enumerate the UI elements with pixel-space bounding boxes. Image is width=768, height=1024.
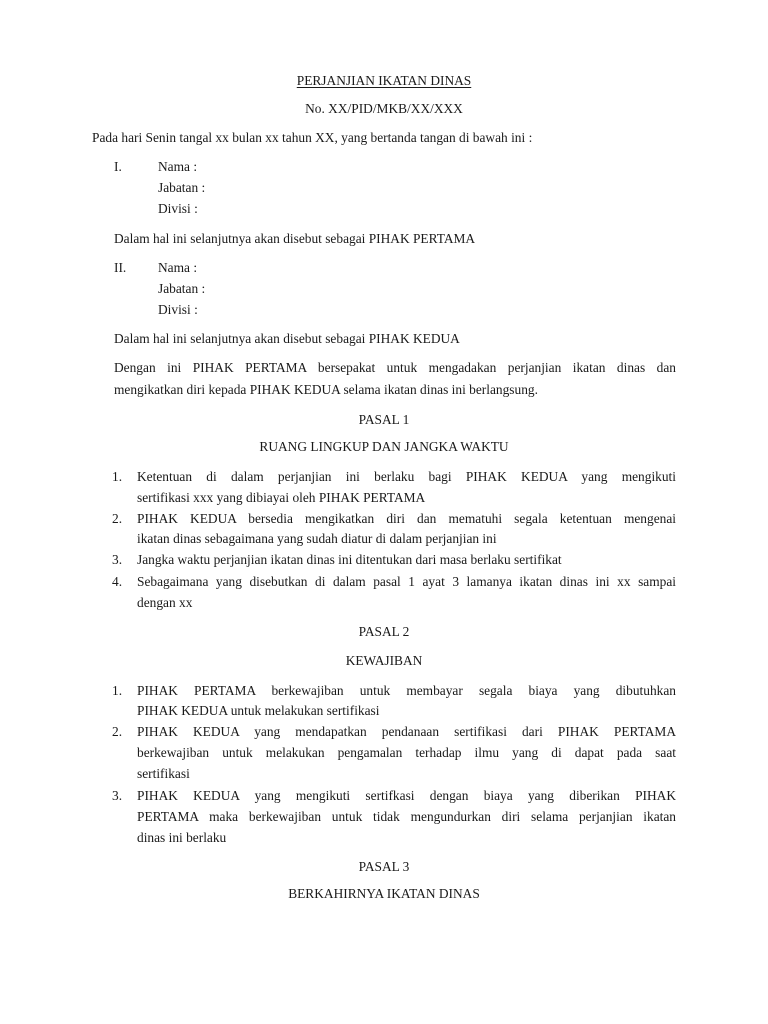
pasal2-item-3-line-1: PIHAK KEDUA yang mengikuti sertifkasi dengan biaya yang diberikan PIHAK xyxy=(137,788,676,803)
intro-paragraph: Pada hari Senin tangal xx bulan xx tahun XX, yang bertanda tangan di bawah ini : xyxy=(92,130,533,145)
document-number: No. XX/PID/MKB/XX/XXX xyxy=(305,101,463,116)
party1-divisi-label: Divisi : xyxy=(158,201,198,216)
pasal3-subheading: BERKAHIRNYA IKATAN DINAS xyxy=(288,886,480,901)
party2-nama-label: Nama : xyxy=(158,260,198,275)
pasal1-subheading: RUANG LINGKUP DAN JANGKA WAKTU xyxy=(259,439,509,454)
pasal2-subheading: KEWAJIBAN xyxy=(345,653,423,668)
pasal1-item-1-line-1: Ketentuan di dalam perjanjian ini berlaku bagi PIHAK KEDUA yang mengikuti xyxy=(137,469,676,484)
pasal2-item-2-number: 2. xyxy=(112,724,123,739)
pasal2-item-1-number: 1. xyxy=(112,683,123,698)
party2-designation: Dalam hal ini selanjutnya akan disebut sebagai PIHAK KEDUA xyxy=(114,331,460,346)
pasal2-item-3-number: 3. xyxy=(112,788,123,803)
agreement-line-2: mengikatkan diri kepada PIHAK KEDUA selama ikatan dinas ini berlangsung. xyxy=(114,382,538,397)
pasal1-item-3-number: 3. xyxy=(112,552,123,567)
pasal1-item-3-line-1: Jangka waktu perjanjian ikatan dinas ini ditentukan dari masa berlaku sertifikat xyxy=(137,552,562,567)
pasal2-item-3-line-2: PERTAMA maka berkewajiban untuk tidak mengundurkan diri selama perjanjian ikatan xyxy=(137,809,676,824)
pasal1-item-2-line-2: ikatan dinas sebagaimana yang sudah diatur di dalam perjanjian ini xyxy=(137,531,497,546)
pasal2-item-2-line-2: berkewajiban untuk melakukan pengamalan terhadap ilmu yang di dapat pada saat xyxy=(137,745,676,760)
party2-numeral: II. xyxy=(114,260,127,275)
party1-nama-label: Nama : xyxy=(158,159,198,174)
pasal2-item-1-line-2: PIHAK KEDUA untuk melakukan sertifikasi xyxy=(137,703,380,718)
pasal1-item-4-line-1: Sebagaimana yang disebutkan di dalam pasal 1 ayat 3 lamanya ikatan dinas ini xx sampai xyxy=(137,574,676,589)
pasal1-item-2-line-1: PIHAK KEDUA bersedia mengikatkan diri dan mematuhi segala ketentuan mengenai xyxy=(137,511,676,526)
pasal2-heading: PASAL 2 xyxy=(358,624,410,639)
party2-divisi-label: Divisi : xyxy=(158,302,198,317)
pasal2-item-2-line-1: PIHAK KEDUA yang mendapatkan pendanaan sertifikasi dari PIHAK PERTAMA xyxy=(137,724,676,739)
pasal1-item-1-number: 1. xyxy=(112,469,123,484)
agreement-line-1: Dengan ini PIHAK PERTAMA bersepakat untuk mengadakan perjanjian ikatan dinas dan xyxy=(114,360,676,375)
pasal1-item-2-number: 2. xyxy=(112,511,123,526)
party1-designation: Dalam hal ini selanjutnya akan disebut sebagai PIHAK PERTAMA xyxy=(114,231,476,246)
party1-numeral: I. xyxy=(114,159,122,174)
pasal1-item-4-line-2: dengan xx xyxy=(137,595,193,610)
pasal1-item-1-line-2: sertifikasi xxx yang dibiayai oleh PIHAK PERTAMA xyxy=(137,490,426,505)
party2-jabatan-label: Jabatan : xyxy=(158,281,206,296)
party1-jabatan-label: Jabatan : xyxy=(158,180,206,195)
document-title: PERJANJIAN IKATAN DINAS xyxy=(296,73,472,88)
pasal2-item-2-line-3: sertifikasi xyxy=(137,766,190,781)
pasal1-item-4-number: 4. xyxy=(112,574,123,589)
pasal2-item-1-line-1: PIHAK PERTAMA berkewajiban untuk membayar segala biaya yang dibutuhkan xyxy=(137,683,676,698)
pasal3-heading: PASAL 3 xyxy=(358,859,410,874)
pasal1-heading: PASAL 1 xyxy=(358,412,410,427)
pasal2-item-3-line-3: dinas ini berlaku xyxy=(137,830,227,845)
